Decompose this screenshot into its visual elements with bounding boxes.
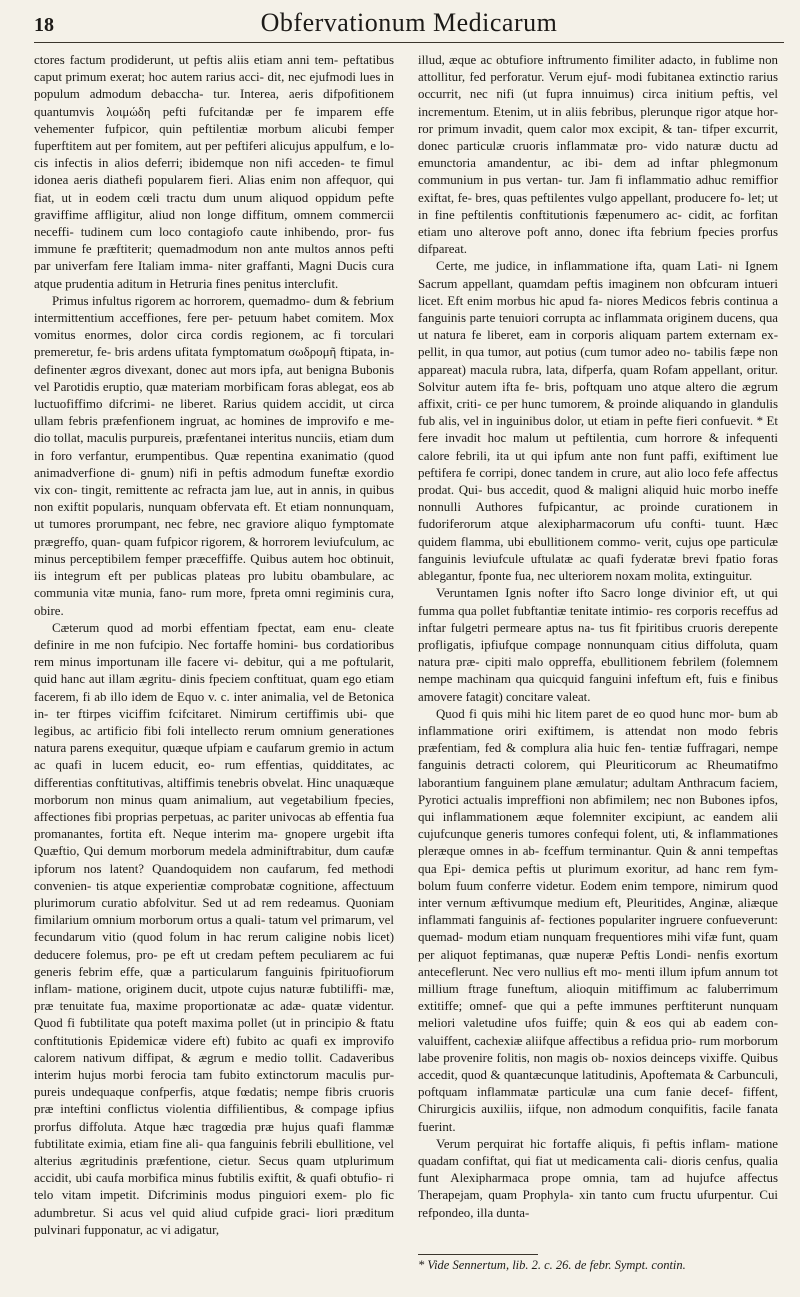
paragraph: ctores factum prodiderunt, ut peftis aliis etiam anni tem- peftatibus caput primum exerat; hoc autem rarius acci- dit, nec ejufmodi lues in populum admodum debaccha- tur. Interea, aeris difpofitionem quantumvis λοιμώδη pefti fufcitandæ per fe imparem effe vehementer fufpicor, quin peftilentiæ morbum alicubi femper fuperftitem aut per fomitem, aut per peftiferi alicujus appulfum, e lo- cis infectis in alios deferri; ibidemque non nifi acceden- te fimul idonea aeris diathefi popularem fieri. Alias enim non affequor, qui fiat, ut in eodem cœli tractu dum unum aliquod oppidum pefte graviffime affligitur, aliud non longe diffitum, omnem commercii neceffi- tudinem cum loco contagiofo caute inhibendo, pror- fus immune fe præftiterit; quemadmodum non ante multos annos pefti par univerfam fere Italiam imma- niter graffanti, Magni Ducis cura atque prudentia aditum in Hetruria fines penitus interclufit. — [34, 53, 394, 291]
paragraph: Certe, me judice, in inflammatione ifta, quam Lati- ni Ignem Sacrum appellant, quamdam peftis imaginem non obfcuram intueri licet. Eft enim morbus hic apud fa- niores Medicos febris continua a fanguinis parte tenuiori corrupta ac inflammata originem ducens, qua ut natura fe liberet, eam in corporis aliquam partem externam ex- pellit, in qua tumor, aut potius (cum tumor adeo no- tabilis fæpe non appareat) macula rubra, lata, difperfa, quam Rofam appellant, oritur. Solvitur autem ifta fe- bris, poftquam uno atque altero die ægrum affixit, criti- ce per hunc tumorem, & proinde aliquando in glandulis fub alis, vel in inguinibus dolor, ut etiam in pefte fieri confuevit. * Et fere invadit hoc malum ut peftilentia, cum horrore & infequenti calore febrili, ita ut qui ipfum ante non funt paffi, exiftiment lue peftifera fe corripi, donec tandem in crure, aut alio loco fefe affectus prodat. Qui- bus accedit, quod & maligni aliquid huic morbo ineffe nonnulli Authores fufpicantur, ac proinde curationem in fudoriferorum atque alexipharmacorum ufu confti- tuunt. Hæc quidem flamma, ubi ebullitionem commo- verit, cujus ope particulæ fanguinis leviufcule uftulatæ ac quafi fyderatæ brevi fpatio foras ablegantur, fponte fua, nec ulteriorem noxam molita, extinguitur. — [418, 259, 778, 584]
footnote-rule — [418, 1254, 538, 1255]
paragraph: Quod fi quis mihi hic litem paret de eo quod hunc mor- bum ab inflammatione oriri exiftimem, is attendat non modo febris præfentiam, fed & complura alia huic fen- tentiæ fuffragari, nempe fanguinis detracti colorem, qui Pleuriticorum ac Rheumatifmo laborantium fanguinem plane æmulatur; adultam Anthracum faciem, Pyrotici actualis impreffioni non abfimilem; nec non Bubones ipfos, qui inflammationem æque folemniter excipiunt, ac eandem alii cujufcunque generis tumores confequi folent, uti, & inflammationes pleræque omnes in ab- fceffum terminantur. Quin & anni tempeftas qua Epi- demica peftis ut plurimum exoritur, ad hanc rem fym- bolum fuum conferre videtur. Eodem enim tempore, nimirum quod inter vernum æftivumque medium eft, Pleuritides, Anginæ, aliæque inflammati fanguinis af- fectiones populariter ingruere confueverunt: quemad- modum etiam nunquam frequentiores mihi vifæ funt, quam per aliquot feptimanas, quæ nuperæ Peftis Londi- nenfis exortum anteceflerunt. Nec vero nullius eft mo- menti illum ipfum annum tot millium ftrage funeftum, alioquin mitiffimum ac faluberrimum extitiffe; omnef- que qui a pefte immunes perftiterunt nunquam meliori valetudine ufos fuiffe; quin & eos qui ab eadem con- valuiffent, cachexiæ aliifque affectibus a refidua prio- rum morborum labe provenire folitis, non magis ob- noxios deinceps vixiffe. Quibus accedit, quod & quantæcunque latitudinis, Apoftemata & Carbunculi, poftquam inflammatæ particulæ una cum fanie decef- fiffent, Chirurgicis auxiliis, iifque, non admodum conquifitis, facile fanata fuerint. — [418, 706, 778, 1134]
footnote: * Vide Sennertum, lib. 2. c. 26. de febr. Sympt. contin. — [418, 1258, 686, 1272]
page-header — [34, 6, 784, 44]
header-rule — [34, 42, 784, 43]
paragraph: Veruntamen Ignis nofter ifto Sacro longe divinior eft, ut qui fumma qua pollet fubftantiæ tenitate intimio- res corporis receffus ad inftar fulgetri permeare aptus na- tus fit fpiritibus cruoris derepente profligatis, ipfiufque compage nonnunquam citius diffoluta, quam natura præ- cipiti malo oppreffa, ebullitionem febrilem (folemnem nempe machinam qua quicquid fanguini infeftum eft, fuis e finibus amovere fatagit) concitare valeat. — [418, 586, 778, 704]
paragraph: Verum perquirat hic fortaffe aliquis, fi peftis inflam- matione quadam confiftat, qui fiat ut medicamenta cali- dioris cenfus, qualia funt Alexipharmaca prope omnia, tam ad hujufce affectus Therapejam, quam Prophyla- xin tanto cum fructu ufurpentur. Cui refpondeo, illa dunta- — [418, 1136, 778, 1220]
paragraph: Cæterum quod ad morbi effentiam fpectat, eam enu- cleate definire in me non fufcipio. Nec fortaffe homini- bus cordatioribus rem minus importunam ille facere vi- debitur, qui a me poftularit, quid hanc aut illam ægritu- dinis fpeciem conftituat, quam ego etiam facerem, fi ab illo idem de Equo v. c. inter animalia, vel de Betonica in- ter ftirpes viciffim fcifcitaret. Nimirum certiffimis ubi- que legibus, ac artificio fibi foli intellecto rerum omnium generationes natura parens exequitur, quæque ufpiam e caufarum gremio in actum ac quafi in lucem educit, eo- rum effentias, quidditates, ac differentias conftitutivas, altiffimis tenebris obvelat. Hinc unaquæque morborum non minus quam animalium, aut vegetabilium fpecies, affectiones fibi proprias perpetuas, ac pariter univocas ab effentia fua promanantes, fortita eft. Neque interim ma- gnopere urgebit ifta Quæftio, Qui demum morborum medela adminiftrabitur, dum caufæ ipforum nos latent? Quandoquidem non caufarum, fed methodi convenien- tis atque experientiæ comprobatæ cognitione, affectuum plurimorum curatio abfolvitur. Sed ut ad rem redeamus. Quoniam fimilarium omnium morborum ortus a quali- tatum vel primarum, vel fecundarum vitio (quod folum in hac rerum caligine nobis licet) deducere folemus, pro- pe eft ut credam peftem peculiarem ac fui generis febrim effe, quæ a particularum fanguinis fpirituofiorum inflam- matione, originem ducit, utpote cujus naturæ fubtiliffi- mæ, præ tenuitate fua, maxime proportionatæ ac adæ- quatæ videntur. Quod fi fubtilitate qua poteft maxima pollet (ut in principio & ftatu conftitutionis Epidemicæ videre eft) fubito ac quafi ex improvifo calorem nativum diffipat, & ægrum e medio tollit. Cadaveribus interim hujus morbi ferocia tam fubito extinctorum maculis pur- pureis undequaque confperfis, atque fœdatis; nempe fibris cruoris præ inteftini conflictus violentia diffilientibus, & compage ipfius prorfus diffoluta. Atque hæc tragœdia præ hujus quafi flammæ fubtilitate eximia, etiam fine ali- qua fanguinis febrili ebullitione, vel alterius ægritudinis præfentione, cietur. Secus quam utplurimum accidit, ubi caufa morbifica minus fubtilis exiftit, & quafi obtufio- ri telo vitam impetit. Difcriminis modus pinguiori exem- plo fic adumbretur. Si acus vel quid aliud cufpide graci- liori præditum pulvinari fupponatur, ac vi adigatur, — [34, 620, 394, 1237]
left-column — [34, 52, 394, 1239]
right-column — [418, 52, 778, 1222]
paragraph: illud, æque ac obtufiore inftrumento fimiliter adacto, in fublime non attollitur, fed perforatur. Verum ejuf- modi fubitanea extinctio rarius occurrit, nec nifi (ut fupra innuimus) circa initium peftis, vel incrementum. Etenim, ut in aliis febribus, plerunque rigor atque hor- ror primum invadit, quem calor mox excipit, & tan- tifper excurrit, donec particulæ cruoris inflammatæ pro- vido naturæ ductu ad emunctoria amandentur, ac ibi- dem ad inftar phlegmonum communium in pus vertan- tur. Jam fi inflammatio adhuc remiffior exiftat, fe- bres, quas peftilentes vulgo appellant, producere fo- let; ut in fine peftilentis conftitutionis fæpenumero ac- cidit, ac forfitan etiam uno alterove poft anno, donec ifta febrium fpecies prorfus difpareat. — [418, 53, 778, 257]
page-number: 18 — [34, 14, 54, 36]
paragraph: Primus infultus rigorem ac horrorem, quemadmo- dum & febrium intermittentium acceffiones, fere per- petuum habet comitem. Mox vomitus enormes, dolor circa cordis regionem, ac fi torculari premeretur, fe- bris ardens ufitata fymptomatum σωδρομῆ ftipata, in- definenter ægros divexant, donec aut mors ipfa, aut benigna Bubonis vel Parotidis eruptio, quæ materiam morbificam foras ablegat, eos ab luctuofiffimo difcrimi- ne liberet. Rarius quidem accidit, ut circa ullam febris præfenfionem ingruat, ac homines de improvifo e me- dio tollat, maculis purpureis, præfentanei interitus nunciis, etiam dum in foro verfantur, erumpentibus. Quæ repentina exanimatio (quod animadverfione di- gnum) nifi in peftis admodum funeftæ exordio vix con- tingit, remittente ac refracta jam lue, aut in annis, in quibus non exiftit popularis, nunquam obfervata eft. Et etiam nonnunquam, ut tumores prorumpant, nec febre, nec graviore aliquo fymptomate prægreffo, quan- quam fufpicor rigorem, & horrorem leviufculum, ac minus perceptibilem femper præceffiffe. Quibus autem hoc obtinuit, iis integrum eft per publicas plateas pro lubitu obambulare, ac communia vitæ munia, fano- rum more, fpreta omni regiminis cura, obire. — [34, 293, 394, 618]
running-title: Obfervationum Medicarum — [260, 8, 558, 37]
